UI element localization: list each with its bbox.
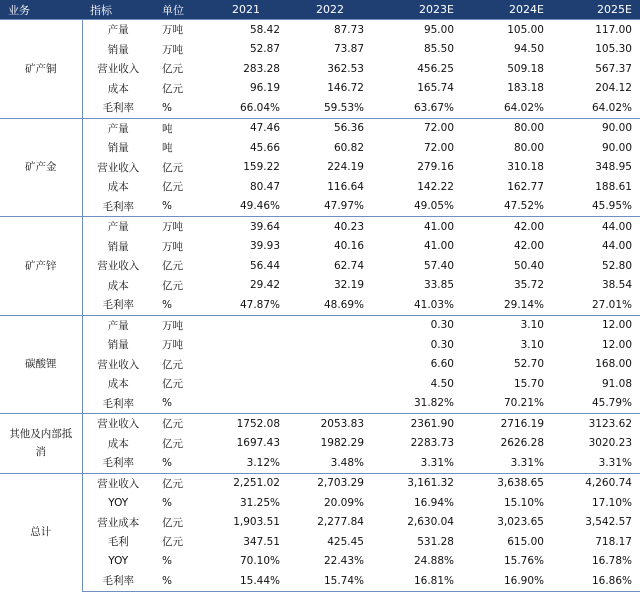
value-cell: 50.40 <box>513 259 544 272</box>
value-cell: 66.04% <box>239 101 280 114</box>
value-cell: 48.69% <box>323 298 364 311</box>
value-cell: 49.46% <box>239 200 280 213</box>
table-row <box>0 315 640 335</box>
value-cell: 159.22 <box>243 161 280 174</box>
value-cell: 1,903.51 <box>233 516 280 529</box>
value-cell: 41.00 <box>372 217 462 237</box>
indicator-label: 营业收入 <box>97 260 140 273</box>
header-unit: 单位 <box>154 0 204 20</box>
header-row <box>0 0 640 20</box>
value-cell: 32.19 <box>333 279 364 292</box>
table-row <box>0 394 640 414</box>
value-cell <box>204 315 288 335</box>
unit-label: 万吨 <box>162 43 183 56</box>
value-cell: 16.90% <box>462 571 552 591</box>
indicator-label: 毛利率 <box>102 200 134 213</box>
indicator-label: 成本 <box>107 437 129 450</box>
value-cell: 72.00 <box>423 141 454 154</box>
value-cell: 2,251.02 <box>204 473 288 493</box>
indicator-label: 产量 <box>82 118 154 138</box>
value-cell: 2,277.84 <box>317 516 364 529</box>
value-cell: 42.00 <box>513 240 544 253</box>
unit-label: 亿元 <box>162 516 183 529</box>
unit-label: 亿元 <box>162 358 183 371</box>
value-cell <box>288 355 372 375</box>
value-cell: 47.87% <box>239 298 280 311</box>
unit-label: % <box>162 456 172 469</box>
value-cell: 87.73 <box>288 20 372 40</box>
value-cell: 29.14% <box>503 298 544 311</box>
value-cell: 362.53 <box>327 62 364 75</box>
value-cell: 146.72 <box>327 82 364 95</box>
value-cell: 16.78% <box>591 555 632 568</box>
unit-label: 万吨 <box>162 339 183 352</box>
value-cell: 45.66 <box>249 141 280 154</box>
value-cell: 47.97% <box>323 200 364 213</box>
indicator-label: 营业收入 <box>82 473 154 493</box>
value-cell: 116.64 <box>327 180 364 193</box>
unit-label: 亿元 <box>162 181 183 194</box>
indicator-label: 毛利率 <box>102 299 134 312</box>
value-cell: 117.00 <box>552 20 640 40</box>
value-cell: 183.18 <box>507 82 544 95</box>
value-cell: 4.50 <box>430 377 454 390</box>
value-cell: 165.74 <box>417 82 454 95</box>
unit-label: 亿元 <box>162 437 183 450</box>
value-cell: 162.77 <box>507 180 544 193</box>
value-cell: 45.79% <box>591 397 632 410</box>
indicator-label: 销量 <box>107 142 129 155</box>
value-cell: 567.37 <box>595 62 632 75</box>
value-cell: 42.00 <box>462 217 552 237</box>
value-cell: 6.60 <box>430 358 454 371</box>
value-cell: 347.51 <box>243 535 280 548</box>
value-cell: 47.52% <box>503 200 544 213</box>
value-cell: 3.12% <box>246 456 280 469</box>
table-row <box>0 20 640 40</box>
unit-label: 吨 <box>162 142 173 155</box>
value-cell: 62.74 <box>333 259 364 272</box>
value-cell: 168.00 <box>595 358 632 371</box>
segment-name: 矿产锌 <box>0 217 82 316</box>
value-cell: 3.48% <box>330 456 364 469</box>
table-row <box>0 256 640 276</box>
value-cell: 2626.28 <box>500 437 544 450</box>
table-row <box>0 197 640 217</box>
table-row <box>0 276 640 296</box>
value-cell: 204.12 <box>595 82 632 95</box>
value-cell: 27.01% <box>591 298 632 311</box>
indicator-label: YOY <box>108 496 129 509</box>
indicator-label: 销量 <box>107 240 129 253</box>
table-row <box>0 453 640 473</box>
value-cell: 91.08 <box>601 377 632 390</box>
unit-label: 万吨 <box>154 20 204 40</box>
unit-label: 万吨 <box>154 217 204 237</box>
unit-label: % <box>162 496 172 509</box>
value-cell: 90.00 <box>601 141 632 154</box>
table-row <box>0 237 640 257</box>
table-body <box>0 20 640 592</box>
indicator-label: 销量 <box>107 339 129 352</box>
value-cell: 31.82% <box>413 397 454 410</box>
value-cell: 56.44 <box>249 259 280 272</box>
table-row <box>0 493 640 513</box>
value-cell: 718.17 <box>595 535 632 548</box>
value-cell: 3123.62 <box>552 414 640 434</box>
header-year: 2023E <box>372 0 462 20</box>
unit-label: 亿元 <box>162 161 183 174</box>
value-cell <box>204 335 288 355</box>
value-cell: 2361.90 <box>372 414 462 434</box>
header-year: 2022 <box>288 0 372 20</box>
unit-label: 万吨 <box>154 315 204 335</box>
table-row <box>0 374 640 394</box>
value-cell: 142.22 <box>417 180 454 193</box>
value-cell: 70.21% <box>503 397 544 410</box>
value-cell: 12.00 <box>601 338 632 351</box>
header-segment: 业务 <box>0 0 82 20</box>
value-cell: 24.88% <box>413 555 454 568</box>
value-cell: 2053.83 <box>288 414 372 434</box>
value-cell: 45.95% <box>591 200 632 213</box>
indicator-label: 营业收入 <box>97 63 140 76</box>
value-cell: 1982.29 <box>320 437 364 450</box>
value-cell: 44.00 <box>601 240 632 253</box>
value-cell: 348.95 <box>595 161 632 174</box>
value-cell: 40.23 <box>288 217 372 237</box>
value-cell: 39.64 <box>204 217 288 237</box>
segment-name: 矿产铜 <box>0 20 82 119</box>
value-cell <box>288 374 372 394</box>
value-cell: 73.87 <box>333 43 364 56</box>
unit-label: % <box>162 101 172 114</box>
table-row <box>0 217 640 237</box>
table-row <box>0 59 640 79</box>
value-cell: 425.45 <box>327 535 364 548</box>
indicator-label: 毛利率 <box>102 102 134 115</box>
value-cell: 12.00 <box>552 315 640 335</box>
value-cell: 15.44% <box>204 571 288 591</box>
indicator-label: 营业收入 <box>97 161 140 174</box>
value-cell: 56.36 <box>288 118 372 138</box>
value-cell <box>204 355 288 375</box>
unit-label: 吨 <box>154 118 204 138</box>
unit-label: 亿元 <box>154 414 204 434</box>
table-row <box>0 473 640 493</box>
indicator-label: 成本 <box>107 378 129 391</box>
value-cell: 3,161.32 <box>372 473 462 493</box>
indicator-label: 营业收入 <box>97 358 140 371</box>
indicator-label: 毛利率 <box>102 397 134 410</box>
unit-label: 亿元 <box>162 260 183 273</box>
segment-name: 碳酸锂 <box>0 315 82 414</box>
table-row <box>0 434 640 454</box>
value-cell: 3.31% <box>420 456 454 469</box>
indicator-label: 销量 <box>107 43 129 56</box>
header-year: 2025E <box>552 0 640 20</box>
value-cell: 57.40 <box>423 259 454 272</box>
value-cell: 456.25 <box>417 62 454 75</box>
value-cell: 41.03% <box>413 298 454 311</box>
value-cell: 2716.19 <box>462 414 552 434</box>
value-cell: 283.28 <box>243 62 280 75</box>
value-cell: 17.10% <box>591 496 632 509</box>
value-cell: 15.10% <box>503 496 544 509</box>
indicator-label: 营业收入 <box>82 414 154 434</box>
value-cell: 279.16 <box>417 161 454 174</box>
unit-label: 万吨 <box>162 240 183 253</box>
header-year: 2021 <box>204 0 288 20</box>
value-cell: 47.46 <box>204 118 288 138</box>
table-row <box>0 177 640 197</box>
unit-label: % <box>162 555 172 568</box>
value-cell: 3.10 <box>520 338 544 351</box>
value-cell: 2,630.04 <box>407 516 454 529</box>
indicator-label: 成本 <box>107 181 129 194</box>
value-cell: 310.18 <box>507 161 544 174</box>
value-cell <box>204 394 288 414</box>
value-cell: 2,703.29 <box>288 473 372 493</box>
indicator-label: 成本 <box>107 279 129 292</box>
table-row <box>0 355 640 375</box>
value-cell: 52.70 <box>513 358 544 371</box>
value-cell: 509.18 <box>507 62 544 75</box>
value-cell: 70.10% <box>239 555 280 568</box>
table-row <box>0 552 640 572</box>
value-cell: 80.00 <box>462 118 552 138</box>
value-cell: 95.00 <box>372 20 462 40</box>
table-row <box>0 295 640 315</box>
table-row <box>0 158 640 178</box>
value-cell: 0.30 <box>372 315 462 335</box>
segment-name: 其他及内部抵消 <box>0 414 82 474</box>
value-cell: 2283.73 <box>410 437 454 450</box>
value-cell: 16.81% <box>372 571 462 591</box>
indicator-label: 毛利率 <box>102 457 134 470</box>
value-cell: 40.16 <box>333 240 364 253</box>
indicator-label: YOY <box>108 555 129 568</box>
table-row <box>0 414 640 434</box>
value-cell: 3.31% <box>510 456 544 469</box>
value-cell: 3.31% <box>598 456 632 469</box>
value-cell: 80.00 <box>513 141 544 154</box>
table-row <box>0 98 640 118</box>
segment-name: 矿产金 <box>0 118 82 217</box>
value-cell: 16.94% <box>413 496 454 509</box>
table-row <box>0 513 640 533</box>
value-cell: 96.19 <box>249 82 280 95</box>
value-cell: 3,023.65 <box>497 516 544 529</box>
value-cell: 531.28 <box>417 535 454 548</box>
value-cell: 1697.43 <box>236 437 280 450</box>
table-row <box>0 532 640 552</box>
value-cell: 20.09% <box>323 496 364 509</box>
value-cell: 22.43% <box>323 555 364 568</box>
unit-label: 亿元 <box>162 378 183 391</box>
header-year: 2024E <box>462 0 552 20</box>
value-cell: 1752.08 <box>204 414 288 434</box>
value-cell: 58.42 <box>204 20 288 40</box>
value-cell: 85.50 <box>423 43 454 56</box>
value-cell: 64.02% <box>591 101 632 114</box>
value-cell: 63.67% <box>413 101 454 114</box>
value-cell: 105.00 <box>462 20 552 40</box>
value-cell <box>288 335 372 355</box>
value-cell: 39.93 <box>249 240 280 253</box>
value-cell <box>288 315 372 335</box>
value-cell: 15.76% <box>503 555 544 568</box>
value-cell: 16.86% <box>552 571 640 591</box>
unit-label: % <box>154 571 204 591</box>
value-cell: 52.80 <box>601 259 632 272</box>
value-cell: 64.02% <box>503 101 544 114</box>
indicator-label: 成本 <box>107 82 129 95</box>
value-cell: 224.19 <box>327 161 364 174</box>
value-cell: 49.05% <box>413 200 454 213</box>
table-row <box>0 335 640 355</box>
value-cell: 105.30 <box>595 43 632 56</box>
value-cell: 38.54 <box>601 279 632 292</box>
value-cell: 35.72 <box>513 279 544 292</box>
value-cell: 29.42 <box>249 279 280 292</box>
value-cell: 4,260.74 <box>552 473 640 493</box>
indicator-label: 毛利率 <box>82 571 154 591</box>
value-cell: 0.30 <box>430 338 454 351</box>
value-cell: 15.74% <box>288 571 372 591</box>
value-cell: 15.70 <box>513 377 544 390</box>
value-cell <box>288 394 372 414</box>
value-cell: 52.87 <box>249 43 280 56</box>
value-cell: 44.00 <box>552 217 640 237</box>
table-row <box>0 40 640 60</box>
value-cell: 3020.23 <box>588 437 632 450</box>
unit-label: 亿元 <box>162 536 183 549</box>
unit-label: % <box>162 397 172 410</box>
indicator-label: 营业成本 <box>97 516 140 529</box>
unit-label: 亿元 <box>162 279 183 292</box>
header-indicator: 指标 <box>82 0 154 20</box>
unit-label: % <box>162 298 172 311</box>
table-row <box>0 138 640 158</box>
unit-label: 亿元 <box>162 63 183 76</box>
value-cell: 615.00 <box>507 535 544 548</box>
unit-label: 亿元 <box>162 82 183 95</box>
value-cell: 41.00 <box>423 240 454 253</box>
table-row <box>0 118 640 138</box>
value-cell: 94.50 <box>513 43 544 56</box>
value-cell: 3,638.65 <box>462 473 552 493</box>
value-cell: 3.10 <box>462 315 552 335</box>
segment-name: 总计 <box>0 473 82 591</box>
unit-label: 亿元 <box>154 473 204 493</box>
value-cell: 90.00 <box>552 118 640 138</box>
value-cell: 59.53% <box>323 101 364 114</box>
value-cell: 80.47 <box>249 180 280 193</box>
table-row <box>0 79 640 99</box>
value-cell: 72.00 <box>372 118 462 138</box>
value-cell: 33.85 <box>423 279 454 292</box>
value-cell <box>204 374 288 394</box>
indicator-label: 毛利 <box>107 536 129 549</box>
value-cell: 31.25% <box>239 496 280 509</box>
table-row <box>0 571 640 591</box>
indicator-label: 产量 <box>82 217 154 237</box>
unit-label: % <box>162 200 172 213</box>
value-cell: 60.82 <box>333 141 364 154</box>
indicator-label: 产量 <box>82 315 154 335</box>
indicator-label: 产量 <box>82 20 154 40</box>
value-cell: 3,542.57 <box>585 516 632 529</box>
value-cell: 188.61 <box>595 180 632 193</box>
